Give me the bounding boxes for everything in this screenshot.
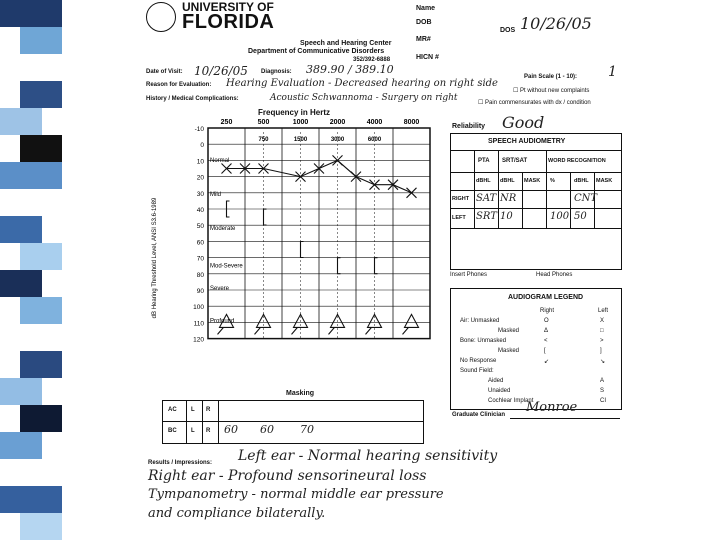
dos-value: 10/26/05 [520,14,592,33]
diagnosis-value: 389.90 / 389.10 [306,63,394,76]
checkbox-no-new-complaints[interactable]: ☐ Pt without new complaints [513,88,590,94]
freq-tick-label: 500 [257,119,270,126]
results-line-1: Left ear - Normal hearing sensitivity [238,448,498,464]
right-row-label: RIGHT [452,196,470,202]
clinician-label: Graduate Clinician [452,412,506,418]
bc-mask-value-2: 60 [260,423,274,436]
ac-right-label: R [206,407,211,413]
center-name: Speech and Hearing Center [300,40,392,47]
word-recognition-header: WORD RECOGNITION [548,158,606,164]
phone-number: 352/392-6888 [353,57,391,63]
db-tick-label: 90 [196,288,204,295]
audiogram-document [138,0,628,540]
db-tick-label: 80 [196,271,204,279]
speech-subheader: dBHL [500,178,515,184]
freq-mid-label: 1500 [293,137,308,143]
legend-right-col: Right [540,308,555,314]
history-value: Acoustic Schwannoma - Surgery on right [270,93,458,103]
legend-left-symbol: X [600,318,605,324]
db-tick-label: 100 [193,304,204,312]
audiogram-chart [138,112,438,400]
name-label: Name [416,5,436,12]
right-bone-bracket-mark [338,258,341,274]
stripe-block [20,81,62,108]
mr-label: MR# [416,36,431,43]
results-line-2: Right ear - Profound sensorineural loss [148,468,427,484]
legend-row-label: Bone: Unmasked [460,338,507,344]
legend-left-symbol: > [600,338,604,344]
stripe-block [0,324,62,351]
stripe-block [20,459,62,486]
hearing-category-label: Normal [210,158,230,165]
right-masked-no-response-mark [403,314,419,334]
legend-left-symbol: A [600,378,605,384]
results-line-4: and compliance bilaterally. [148,506,326,521]
checkbox-label: Pain commensurates with dx / condition [485,100,591,106]
reliability-value: Good [502,113,545,132]
results-line-3: Tympanometry - normal middle ear pressure [148,487,444,502]
speech-value: SRT [476,211,497,222]
freq-mid-label: 3000 [330,137,345,143]
legend-row-label: Masked [498,348,520,354]
speech-value: 50 [574,211,587,222]
right-masked-no-response-mark [366,314,382,334]
stripe-block [0,54,42,81]
speech-value: SAT [476,193,497,204]
stripe-block [20,243,62,270]
stripe-block [0,162,62,189]
stripe-block [20,189,62,216]
department-name: Department of Communicative Disorders [248,48,385,55]
legend-row-label: Unaided [488,388,511,394]
stripe-block [0,486,62,513]
freq-mid-label: 750 [258,137,269,143]
db-tick-label: 0 [200,142,204,150]
legend-right-symbol: < [544,338,548,344]
legend-right-symbol: O [544,318,549,324]
freq-mid-label: 6000 [367,137,382,143]
results-label: Results / Impressions: [148,460,213,466]
legend-left-symbol: CI [600,398,606,404]
stripe-block [20,135,62,162]
speech-value: 100 [550,211,570,222]
pain-scale-label: Pain Scale (1 - 10): [524,74,578,80]
right-masked-no-response-mark [292,314,308,334]
stripe-block [20,405,62,432]
hicn-label: HICN # [416,54,439,61]
legend-right-symbol: [ [544,348,546,354]
legend-row-label: Aided [488,378,504,384]
stripe-block [20,27,62,54]
diagnosis-label: Diagnosis: [261,69,292,75]
history-label: History / Medical Complications: [146,96,239,102]
db-tick-label: 70 [196,255,204,263]
legend-left-symbol: ↘ [600,359,606,365]
stripe-block [0,378,42,405]
insert-phones-label: Insert Phones [450,272,488,278]
university-name-line1: UNIVERSITY OF [182,0,274,14]
speech-value: NR [500,193,517,204]
db-tick-label: 120 [193,336,204,344]
ac-label: AC [168,407,177,413]
reason-label: Reason for Evaluation: [146,82,212,88]
date-of-visit-value: 10/26/05 [194,64,248,78]
ac-left-label: L [191,407,195,413]
srt-header: SRT/SAT [502,158,528,164]
speech-value: 10 [500,211,513,222]
legend-left-symbol: ] [600,348,602,354]
date-of-visit-label: Date of Visit: [146,69,183,75]
university-seal-icon [146,2,176,32]
db-tick-label: 110 [193,320,204,328]
masking-label: Masking [286,390,315,397]
legend-left-symbol: S [600,388,605,394]
clinician-signature: Monroe [526,400,578,415]
checkbox-label: Pt without new complaints [520,88,590,94]
stripe-block [0,432,42,459]
bc-right-label: R [206,428,211,434]
legend-row-label: Sound Field: [460,368,494,374]
speech-subheader: MASK [596,178,613,184]
speech-value: CNT [574,193,598,204]
freq-tick-label: 250 [220,119,233,126]
legend-right-symbol: ↙ [544,359,550,365]
reliability-label: Reliability [452,123,486,130]
freq-tick-label: 8000 [403,119,420,126]
dos-label: DOS [500,27,516,34]
dob-label: DOB [416,19,432,26]
checkbox-pain-commensurates[interactable]: ☐ Pain commensurates with dx / condition [478,100,591,106]
decorative-stripe [0,0,62,540]
left-row-label: LEFT [452,215,466,221]
db-tick-label: 10 [196,158,204,166]
db-tick-label: 50 [196,223,204,231]
stripe-block [0,270,42,297]
hearing-category-label: Mild [210,192,222,199]
db-tick-label: 40 [196,207,204,214]
stripe-block [0,0,62,27]
y-axis-label: dB Hearing Threshold Level, ANSI S3.6-1989 [152,197,158,319]
stripe-block [20,297,62,324]
pain-scale-value: 1 [608,64,617,80]
hearing-category-label: Severe [210,286,230,292]
speech-audiometry-title: SPEECH AUDIOMETRY [488,138,566,145]
stripe-block [0,216,42,243]
speech-subheader: MASK [524,178,541,184]
legend-right-symbol: Δ [544,328,549,334]
legend-title: AUDIOGRAM LEGEND [508,294,584,301]
legend-left-col: Left [598,308,609,314]
right-bone-bracket-mark [375,258,378,274]
db-tick-label: -10 [194,126,204,133]
frequency-title: Frequency in Hertz [258,108,331,117]
speech-subheader: dBHL [574,178,589,184]
audiogram-legend [450,288,622,410]
freq-tick-label: 2000 [329,119,346,126]
legend-left-symbol: □ [600,328,604,334]
right-masked-no-response-mark [329,314,345,334]
legend-row-label: No Response [460,358,497,364]
stripe-block [20,351,62,378]
right-bone-bracket-mark [264,209,267,225]
db-tick-label: 30 [196,190,204,198]
pta-header: PTA [478,158,490,164]
hearing-category-label: Mod-Severe [210,263,243,270]
bc-label: BC [168,428,177,434]
bc-mask-value-3: 70 [300,423,314,436]
legend-row-label: Cochlear Implant [488,398,534,404]
stripe-block [20,513,62,540]
right-bone-bracket-mark [301,242,304,258]
right-masked-no-response-mark [255,314,271,334]
speech-subheader: dBHL [476,178,491,184]
stripe-block [0,108,42,135]
hearing-category-label: Moderate [210,226,236,233]
freq-tick-label: 4000 [366,119,383,126]
hearing-category-label: Profound [210,318,235,325]
university-name-line2: FLORIDA [182,11,275,33]
freq-tick-label: 1000 [292,119,309,126]
legend-row-label: Air: Unmasked [460,318,500,324]
bc-left-label: L [191,428,195,434]
db-tick-label: 60 [196,239,204,247]
legend-row-label: Masked [498,328,520,334]
speech-subheader: % [550,178,555,184]
bc-mask-value-1: 60 [224,423,238,436]
head-phones-label: Head Phones [536,272,573,278]
reason-value: Hearing Evaluation - Decreased hearing on right side [226,78,498,89]
db-tick-label: 20 [196,174,204,182]
